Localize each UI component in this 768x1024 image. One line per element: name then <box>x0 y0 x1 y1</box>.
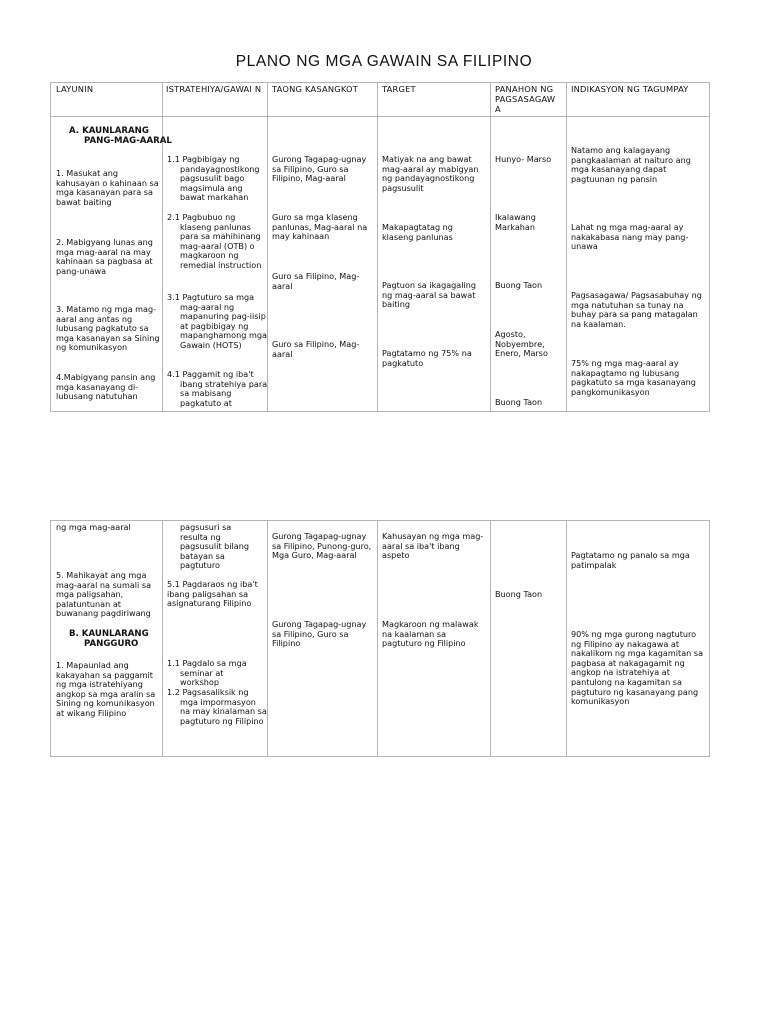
target-row-2: Makapagtatag ng klaseng panlunas <box>382 222 453 242</box>
target-row-6: Magkaroon ng malawak na kaalaman sa pagtuturo ng Filipino <box>382 619 479 649</box>
section-a-heading: A. KAUNLARANG PANG-MAG-AARAL <box>69 126 172 146</box>
time-row-2: Ikalawang Markahan <box>495 212 536 232</box>
strategy-2-1: 2.1 Pagbubuo ng klaseng panlunas para sa mahihinang mag-aaral (OTB) o magkaroon ng remedial instruction <box>167 212 262 270</box>
people-row-1: Gurong Tagapag-ugnay sa Filipino, Guro sa Filipino, Mag-aaral <box>272 154 367 184</box>
header-target: TARGET <box>382 84 416 94</box>
teacher-strategy-1-1: 1.1 Pagdalo sa mga seminar at workshop <box>167 658 247 688</box>
teacher-item-1: 1. Mapaunlad ang kakayahan sa paggamit ng mga istratehiyang angkop sa mga aralin sa Sining ng komunikasyon at wikang Filipino <box>56 660 156 718</box>
people-row-5: Gurong Tagapag-ugnay sa Filipino, Punong-guro, Mga Guro, Mag-aaral <box>272 531 372 561</box>
header-indikasyon: INDIKASYON NG TAGUMPAY <box>571 84 689 94</box>
strategy-1-1: 1.1 Pagbibigay ng pandayagnostikong pagsusulit bago magsimula ang bawat markahan <box>167 154 260 203</box>
indicator-row-2: Lahat ng mga mag-aaral ay nakakabasa nang may pang-unawa <box>571 222 689 252</box>
layunin-item-1: 1. Masukat ang kahusayan o kahinaan sa mga kasanayan para sa bawat baiting <box>56 168 159 207</box>
header-layunin: LAYUNIN <box>56 84 94 94</box>
strategy-5-1: 5.1 Pagdaraos ng iba't ibang paligsahan sa asignaturang Filipino <box>167 579 258 609</box>
layunin-item-3: 3. Matamo ng mga mag-aaral ang antas ng lubusang pagkatuto sa mga kasanayan sa Sining ng komunikasyon <box>56 304 160 353</box>
people-row-3: Guro sa Filipino, Mag-aaral <box>272 271 360 291</box>
plan-table-part-1 <box>50 82 710 412</box>
strategy-4-1: 4.1 Paggamit ng iba't ibang stratehiya para sa mabisang pagkatuto at <box>167 369 268 408</box>
page-title: PLANO NG MGA GAWAIN SA FILIPINO <box>235 53 533 70</box>
target-row-1: Matiyak na ang bawat mag-aaral ay mabigyan ng pandayagnostikong pagsusulit <box>382 154 479 193</box>
layunin-item-4: 4.Mabigyang pansin ang mga kasanayang di-lubusang natutuhan <box>56 372 156 402</box>
time-row-1: Hunyo- Marso <box>495 154 552 164</box>
indicator-row-3: Pagsasagawa/ Pagsasabuhay ng mga natutuhan sa tunay na buhay para sa pang matagalan na kaalaman. <box>571 290 702 329</box>
target-row-5: Kahusayan ng mga mag-aaral sa iba't ibang aspeto <box>382 531 484 561</box>
time-row-3: Buong Taon <box>495 280 543 290</box>
target-row-3: Pagtuon sa ikagagaling ng mag-aaral sa bawat baiting <box>382 280 477 310</box>
indicator-row-6: 90% ng mga gurong nagtuturo ng Filipino ay nakagawa at nakalikom ng mga kagamitan sa pagbasa at nakagagamit ng angkop na istratehiya at pantulong na kagamitan sa pagtuturo ng kasanayang pang komunikasyon <box>571 629 704 707</box>
section-b-heading: B. KAUNLARANG PANGGURO <box>69 629 149 649</box>
time-row-4: Agosto, Nobyembre, Enero, Marso <box>495 329 548 359</box>
plan-table-part-2 <box>50 520 710 757</box>
layunin-item-2: 2. Mabigyang lunas ang mga mag-aaral na may kahinaan sa pagbasa at pang-unawa <box>56 237 153 276</box>
people-row-2: Guro sa mga klaseng panlunas, Mag-aaral na may kahinaan <box>272 212 368 242</box>
target-row-4: Pagtatamo ng 75% na pagkatuto <box>382 348 472 368</box>
people-row-4: Guro sa Filipino, Mag-aaral <box>272 339 360 359</box>
people-row-6: Gurong Tagapag-ugnay sa Filipino, Guro sa Filipino <box>272 619 367 649</box>
header-panahon: PANAHON NG PAGSASAGAW A <box>495 84 556 114</box>
layunin-continuation: ng mga mag-aaral <box>56 522 131 532</box>
indicator-row-4: 75% ng mga mag-aaral ay nakapagtamo ng lubusang pagkatuto sa mga kasanayang pangkomunikasyon <box>571 358 696 397</box>
time-row-6: Buong Taon <box>495 589 543 599</box>
indicator-row-5: Pagtatamo ng panalo sa mga patimpalak <box>571 550 690 570</box>
time-row-5: Buong Taon <box>495 397 543 407</box>
strategy-4-1-continuation: pagsusuri sa resulta ng pagsusulit bilang batayan sa pagtuturo <box>180 522 250 571</box>
header-istratehiya: ISTRATEHIYA/GAWAI N <box>166 84 262 94</box>
indicator-row-1: Natamo ang kalagayang pangkaalaman at naituro ang mga kasanayang dapat pagtuunan ng pansin <box>571 145 691 184</box>
strategy-3-1: 3.1 Pagtuturo sa mga mag-aaral ng mapanuring pag-iisip at pagbibigay ng mapanghamong mga Gawain (HOTS) <box>167 292 267 350</box>
teacher-strategy-1-2: 1.2 Pagsasaliksik ng mga impormasyon na may kinalaman sa pagtuturo ng Filipino <box>167 687 267 726</box>
header-taong-kasangkot: TAONG KASANGKOT <box>272 84 359 94</box>
layunin-item-5: 5. Mahikayat ang mga mag-aaral na sumali sa mga paligsahan, palatuntunan at buwanang pagdiriwang <box>56 570 152 619</box>
